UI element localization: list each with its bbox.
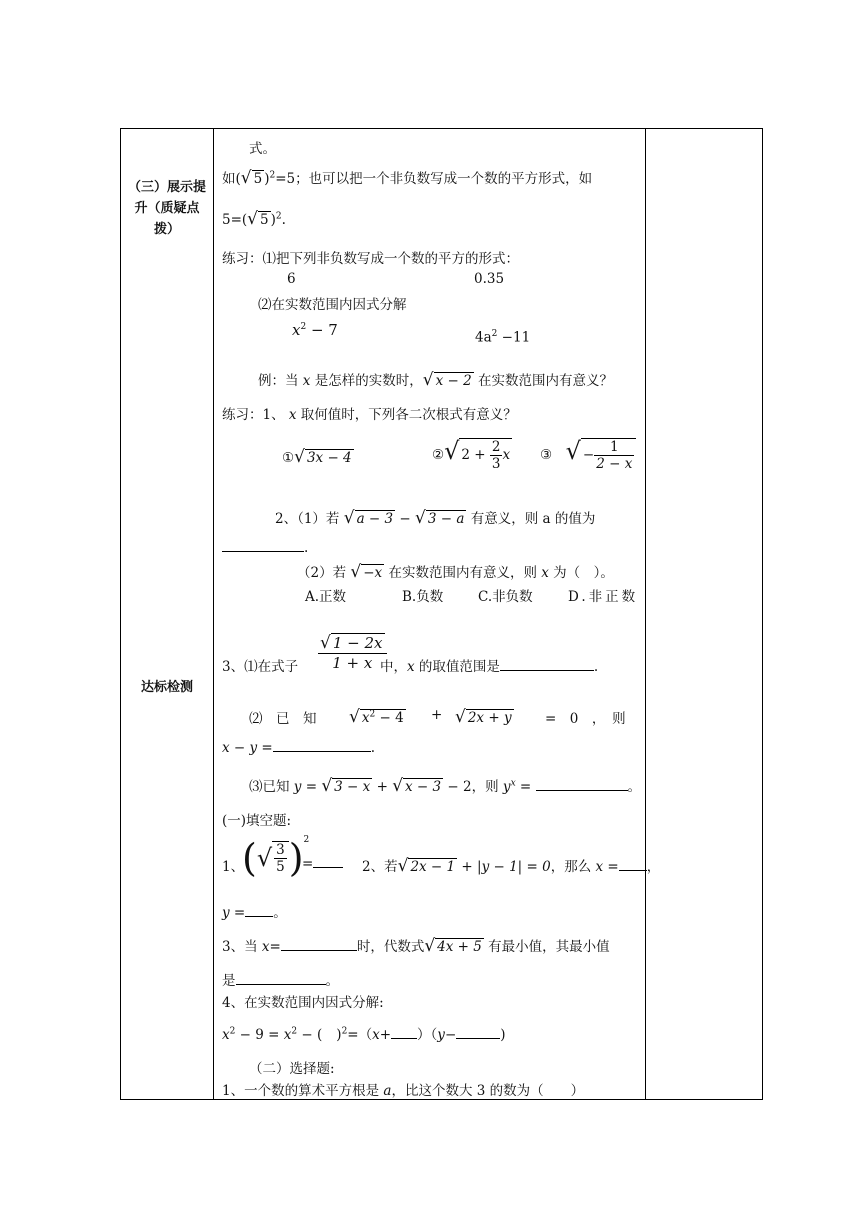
- text: =: [603, 859, 619, 875]
- text: − 2，则: [443, 779, 503, 795]
- fraction: [274, 842, 287, 875]
- var: x: [222, 1027, 230, 1043]
- text: ): [336, 1027, 342, 1043]
- fraction: [318, 633, 387, 672]
- text: ): [264, 171, 270, 187]
- text: 时，代数式: [356, 939, 425, 955]
- numerator: [318, 633, 387, 654]
- radical-sign: √: [343, 508, 355, 528]
- choice-d[interactable]: D.非正数: [568, 589, 639, 605]
- var: x: [502, 447, 511, 463]
- text: − (: [297, 1027, 323, 1043]
- text: 有意义，则 a 的值为: [466, 511, 596, 527]
- radicand: 3 − a: [427, 511, 465, 527]
- option-1: [282, 447, 354, 467]
- exponent: 2: [300, 322, 307, 332]
- text-line: （二）选择题:: [249, 1061, 335, 1077]
- option-3: [540, 437, 636, 472]
- radicand: −x: [363, 565, 383, 581]
- text-line: ⑵在实数范围内因式分解: [258, 297, 407, 313]
- text: =: [515, 779, 536, 795]
- text-line: (一)填空题:: [222, 813, 292, 829]
- answer-blank[interactable]: [222, 539, 304, 552]
- text: −: [582, 447, 595, 463]
- text: +: [372, 779, 393, 795]
- radicand: 2x − 1: [410, 859, 456, 875]
- radical-sign: √: [349, 707, 360, 727]
- text: 的取值范围是: [414, 659, 500, 675]
- radical-sign: √: [320, 633, 331, 653]
- radicand: a − 3: [356, 511, 394, 527]
- radicand: [581, 438, 636, 472]
- text: ，比这个数大 3 的数为（ ）: [391, 1083, 585, 1099]
- text-line: [249, 775, 644, 796]
- exponent: 2: [303, 835, 310, 845]
- text-line: [258, 369, 644, 390]
- text: 取何值时，下列各二次根式有意义？: [296, 407, 517, 423]
- var: x: [261, 939, 270, 955]
- radicand: 1 − 2x: [332, 634, 383, 652]
- exponent: 2: [341, 1026, 348, 1037]
- text: 是: [222, 973, 236, 989]
- text: =: [269, 939, 281, 955]
- answer-blank[interactable]: [236, 972, 326, 985]
- text: 3、⑴在式子: [222, 659, 299, 675]
- text: +: [431, 707, 443, 723]
- text: =5；也可以把一个非负数写成一个数的平方形式，如: [275, 171, 593, 187]
- section-label-show: （三）展示提升（质疑点拨）: [127, 180, 206, 237]
- text: 2 +: [461, 447, 490, 463]
- text: 4a: [475, 329, 492, 346]
- text: 3、当: [222, 939, 262, 955]
- text-line: 5=(√ 5 )$^2$.: [222, 209, 286, 229]
- answer-blank[interactable]: [391, 1026, 417, 1039]
- var: x: [361, 710, 370, 726]
- var: x: [595, 859, 604, 875]
- radical-sign: √: [397, 856, 409, 876]
- text: [302, 855, 343, 872]
- section-label-check: 达标检测: [140, 680, 193, 695]
- var: x: [292, 321, 301, 339]
- exponent: x: [510, 778, 516, 789]
- text: 。: [325, 973, 339, 989]
- answer-blank[interactable]: [281, 938, 357, 951]
- radicand: 5: [260, 212, 269, 228]
- radical-sign: √: [455, 707, 466, 727]
- radical-sign: √: [444, 437, 460, 465]
- expression: [349, 707, 406, 727]
- numerator: 2: [491, 439, 501, 455]
- text: 1、: [222, 859, 245, 875]
- numerator: 3: [276, 842, 285, 858]
- answer-blank[interactable]: [456, 1026, 500, 1039]
- exponent: 2: [269, 170, 276, 181]
- var: x: [372, 1027, 380, 1043]
- var: x: [407, 659, 415, 675]
- text: − 7: [306, 321, 338, 339]
- denominator: 5: [276, 859, 285, 875]
- text-line: 式。: [249, 141, 276, 157]
- radicand: 3x − 4: [306, 450, 352, 466]
- radical-sign: √: [247, 209, 259, 229]
- text: 练习：1、: [222, 407, 289, 423]
- text: [362, 855, 660, 876]
- text-line: [249, 707, 644, 727]
- label: ②: [432, 447, 445, 463]
- expression: [242, 835, 309, 881]
- text: ): [270, 212, 276, 228]
- var: y: [502, 779, 511, 795]
- text-line: 练习：⑴把下列非负数写成一个数的平方的形式：: [222, 251, 519, 267]
- text: =（: [347, 1027, 373, 1043]
- radicand: x − 3: [405, 779, 442, 795]
- radicand: 4x + 5: [437, 939, 482, 955]
- text-line: [222, 835, 661, 891]
- text-line: [297, 561, 644, 582]
- text-line: [222, 1079, 644, 1099]
- radicand: 5: [253, 171, 263, 187]
- text: 为（ ）。: [548, 565, 614, 581]
- exponent: 2: [229, 1026, 236, 1037]
- text: .: [370, 740, 376, 756]
- text: 在实数范围内有意义，则: [384, 565, 542, 581]
- radical-sign: √: [422, 370, 434, 390]
- text-line: [222, 935, 644, 956]
- text: =: [229, 905, 246, 921]
- text: 。: [273, 905, 287, 921]
- options-line: [222, 435, 644, 485]
- answer-blank[interactable]: [313, 855, 343, 868]
- var: x: [288, 407, 297, 423]
- answer-blank[interactable]: [273, 739, 371, 752]
- text: ⑶已知: [249, 779, 294, 795]
- text: ，那么: [550, 859, 596, 875]
- answer-blank[interactable]: [536, 778, 628, 791]
- paren: ): [288, 836, 304, 880]
- text: 是怎样的实数时，: [310, 373, 423, 389]
- denominator: 3: [491, 456, 501, 472]
- var: x: [283, 1027, 292, 1043]
- radical-sign: √: [240, 168, 252, 188]
- exponent: 2: [291, 1026, 298, 1037]
- radicand: [459, 438, 512, 472]
- text-line: [222, 539, 644, 556]
- radicand: [272, 841, 289, 875]
- text: = 0 ， 则: [545, 711, 626, 727]
- text: − 9 =: [235, 1027, 284, 1043]
- radical-sign: √: [350, 562, 362, 582]
- text-line: [222, 167, 644, 188]
- denominator: 2 − x: [596, 456, 633, 472]
- text-line: [222, 633, 644, 693]
- text: ）（: [417, 1027, 438, 1043]
- expression: + |y − 1| = 0: [457, 859, 551, 875]
- text-line: [222, 969, 644, 989]
- radical-sign: √: [294, 447, 305, 467]
- lesson-table: [120, 128, 763, 1100]
- table-divider-right: [645, 129, 646, 1099]
- radical-sign: √: [565, 437, 581, 465]
- exponent: 2: [275, 211, 282, 222]
- radicand: [360, 709, 406, 726]
- answer-blank[interactable]: [619, 858, 647, 871]
- answer-blank[interactable]: [500, 658, 594, 671]
- answer-blank[interactable]: [245, 904, 273, 917]
- text: （2）若: [297, 565, 351, 581]
- text-line: 4、在实数范围内因式分解:: [222, 995, 384, 1011]
- text: 5=(: [222, 212, 248, 228]
- label: ③: [540, 447, 553, 463]
- text: ⑵ 已 知: [249, 711, 317, 727]
- text: 例：当: [258, 373, 303, 389]
- text: −: [444, 1027, 457, 1043]
- answer-blank[interactable]: [322, 1027, 336, 1039]
- number: 0.35: [474, 271, 505, 287]
- text: .: [304, 540, 309, 556]
- choice-b[interactable]: B.负数: [402, 589, 444, 605]
- radicand: 3 − x: [334, 779, 371, 795]
- var: x: [302, 373, 311, 389]
- radical-sign: √: [424, 936, 436, 956]
- text: 中，: [380, 659, 407, 675]
- label: ①: [282, 450, 295, 466]
- text: [380, 655, 598, 675]
- text: −11: [497, 329, 531, 346]
- denominator: 1 + x: [332, 654, 373, 672]
- var: x: [541, 565, 549, 581]
- fraction: [594, 439, 634, 472]
- text: 2、若: [362, 859, 398, 875]
- numerator: 1: [594, 439, 634, 456]
- var: a: [383, 1083, 392, 1099]
- text: 有最小值，其最小值: [483, 939, 610, 955]
- var: y: [437, 1027, 445, 1043]
- text: 在实数范围内有意义？: [473, 373, 613, 389]
- text-line: [222, 739, 644, 756]
- radicand: x − 2: [435, 373, 472, 389]
- radical-sign: √: [392, 776, 404, 796]
- expression: x − y =: [222, 740, 273, 756]
- text: 1、一个数的算术平方根是: [222, 1083, 384, 1099]
- choice-c[interactable]: C.非负数: [478, 589, 533, 605]
- expression: y =: [293, 779, 322, 795]
- fraction: [490, 439, 503, 472]
- text: ): [500, 1027, 506, 1043]
- number: 6: [287, 271, 296, 287]
- expression: [292, 321, 338, 339]
- option-2: [432, 437, 512, 472]
- text: =: [302, 856, 314, 872]
- text: − 4: [375, 710, 404, 726]
- text: ，: [646, 859, 661, 875]
- expression: [475, 329, 530, 346]
- var: y: [222, 905, 230, 921]
- text: +: [379, 1027, 392, 1043]
- paren: (: [242, 836, 257, 880]
- text: 。: [627, 779, 642, 795]
- table-divider-left: [213, 129, 214, 1099]
- exponent: 2: [491, 329, 498, 339]
- text: 如(: [222, 171, 241, 187]
- text-line: [222, 403, 644, 423]
- text: .: [593, 659, 599, 675]
- radical-sign: √: [256, 844, 273, 872]
- radical-sign: √: [415, 508, 426, 528]
- text-line: [275, 507, 644, 528]
- text: 2、（1）若: [275, 511, 344, 527]
- radicand: 2x + y: [467, 710, 512, 726]
- expression: [455, 707, 514, 727]
- radical-sign: √: [321, 776, 333, 796]
- choice-a[interactable]: A.正数: [305, 589, 347, 605]
- text: −: [395, 511, 416, 527]
- text-line: [222, 901, 644, 921]
- text-line: [222, 1023, 644, 1043]
- exponent: 2: [369, 709, 376, 720]
